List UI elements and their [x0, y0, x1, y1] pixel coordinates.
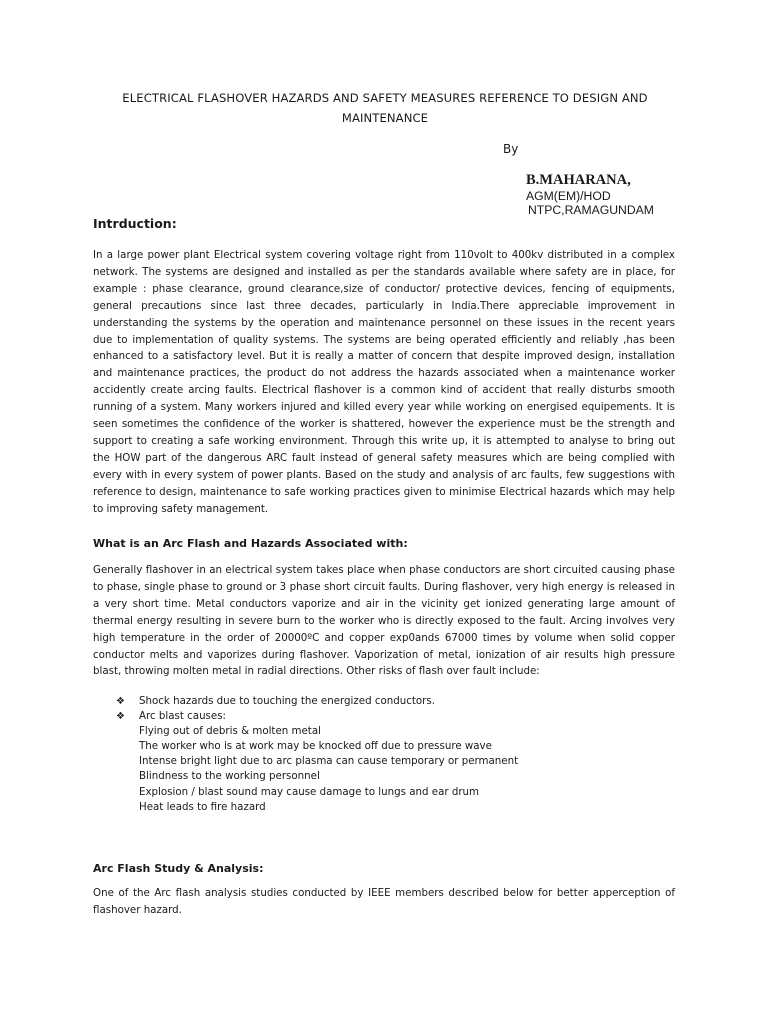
paragraph-line: a very short time. Metal conductors vaporize and air in the vicinity get ionized generating large amount of	[93, 597, 675, 610]
paragraph-line: due to implementation of quality systems. The systems are being operated efficiently and reliably ,has been	[93, 333, 675, 346]
paragraph-line: understanding the systems by the operation and maintenance personnel on these issues in the recent years	[93, 316, 675, 329]
sub-list-item: The worker who is at work may be knocked off due to pressure wave	[139, 740, 492, 753]
paragraph-line: reference to design, maintenance to safe working practices given to minimise Electrical hazards which may help	[93, 485, 675, 498]
hazard-list	[116, 694, 518, 815]
title-line-2: MAINTENANCE	[341, 111, 429, 125]
list-item	[116, 709, 518, 724]
paragraph-line: flashover hazard.	[93, 903, 182, 916]
list-item-text: Shock hazards due to touching the energized conductors.	[139, 695, 435, 707]
sub-list-item: Intense bright light due to arc plasma can cause temporary or permanent	[139, 755, 519, 768]
study-paragraph	[93, 885, 675, 919]
document-title	[93, 88, 677, 128]
paragraph-line: accidently create arcing faults. Electrical flashover is a common kind of accident that really disturbs smooth	[93, 384, 675, 397]
arc-flash-paragraph	[93, 562, 675, 680]
paragraph-line: running of a system. Many workers injured and killed every year while working on energised equipements. It is	[93, 401, 675, 414]
paragraph-line: the HOW part of the dangerous ARC fault instead of general safety measures which are being complied with	[93, 451, 675, 464]
paragraph-line: conductor melts and vaporizes during flashover. Vaporization of metal, ionization of air results high pressure	[93, 648, 675, 661]
author-name: B.MAHARANA,	[526, 172, 631, 188]
paragraph-line: to phase, single phase to ground or 3 phase short circuit faults. During flashover, very high energy is released in	[93, 580, 675, 593]
paragraph-line: enhanced to a satisfactory level. But it is really a matter of concern that despite improved design, installation	[93, 350, 675, 363]
paragraph-line: In a large power plant Electrical system covering voltage right from 110volt to 400kv distributed in a complex	[93, 249, 675, 261]
section-heading-arc-flash-study: Arc Flash Study & Analysis:	[93, 862, 264, 875]
paragraph-line: every with in every system of power plants. Based on the study and analysis of arc faults, few suggestions with	[93, 468, 675, 481]
diamond-bullet-icon: ❖	[116, 711, 125, 723]
sub-list-item: Flying out of debris & molten metal	[139, 725, 321, 738]
paragraph-line: and maintenance practices, the product do not address the hazards associated when a maintenance worker	[93, 367, 675, 380]
paragraph-line: support to creating a safe working environment. Through this write up, it is attempted to analyse to bring out	[93, 434, 675, 447]
sub-list-item: Heat leads to fire hazard	[139, 800, 266, 813]
paragraph-line: thermal energy resulting in severe burn to the worker who is directly exposed to the fault. Arcing involves very	[93, 614, 675, 627]
sub-list-item: Explosion / blast sound may cause damage to lungs and ear drum	[139, 785, 480, 798]
section-heading-arc-flash: What is an Arc Flash and Hazards Associated with:	[93, 537, 408, 550]
paragraph-line: general precautions since last three decades, particularly in India.There appreciable improvement in	[93, 299, 675, 312]
introduction-paragraph	[93, 247, 675, 518]
by-label: By	[503, 142, 519, 156]
author-title: AGM(EM)/HOD	[526, 189, 611, 203]
paragraph-line: Generally flashover in an electrical system takes place when phase conductors are short circuited causing phase	[93, 564, 675, 576]
sub-list-item: Blindness to the working personnel	[139, 770, 320, 783]
paragraph-line: to improving safety management.	[93, 502, 269, 515]
paragraph-line: seen sometimes the confidence of the worker is shattered, however the experience must be the strength and	[93, 418, 675, 431]
paragraph-line: blast, throwing molten metal in radial directions. Other risks of flash over fault include:	[93, 665, 540, 678]
paragraph-line: network. The systems are designed and installed as per the standards available where safety are in place, for	[93, 265, 675, 278]
paragraph-line: example : phase clearance, ground clearance,size of conductor/ protective devices, fencing of equipments,	[93, 282, 675, 295]
list-item-text: Arc blast causes:	[139, 710, 226, 723]
title-line-1: ELECTRICAL FLASHOVER HAZARDS AND SAFETY MEASURES REFERENCE TO DESIGN AND	[122, 91, 648, 105]
paragraph-line: One of the Arc flash analysis studies conducted by IEEE members described below for better apperception of	[93, 887, 675, 899]
section-heading-introduction: Intrduction:	[93, 216, 177, 231]
diamond-bullet-icon: ❖	[116, 696, 125, 707]
list-item	[116, 694, 518, 709]
paragraph-line: high temperature in the order of 20000ºC and copper exp0ands 67000 times by volume when solid copper	[93, 631, 675, 644]
author-org: NTPC,RAMAGUNDAM	[528, 203, 654, 217]
